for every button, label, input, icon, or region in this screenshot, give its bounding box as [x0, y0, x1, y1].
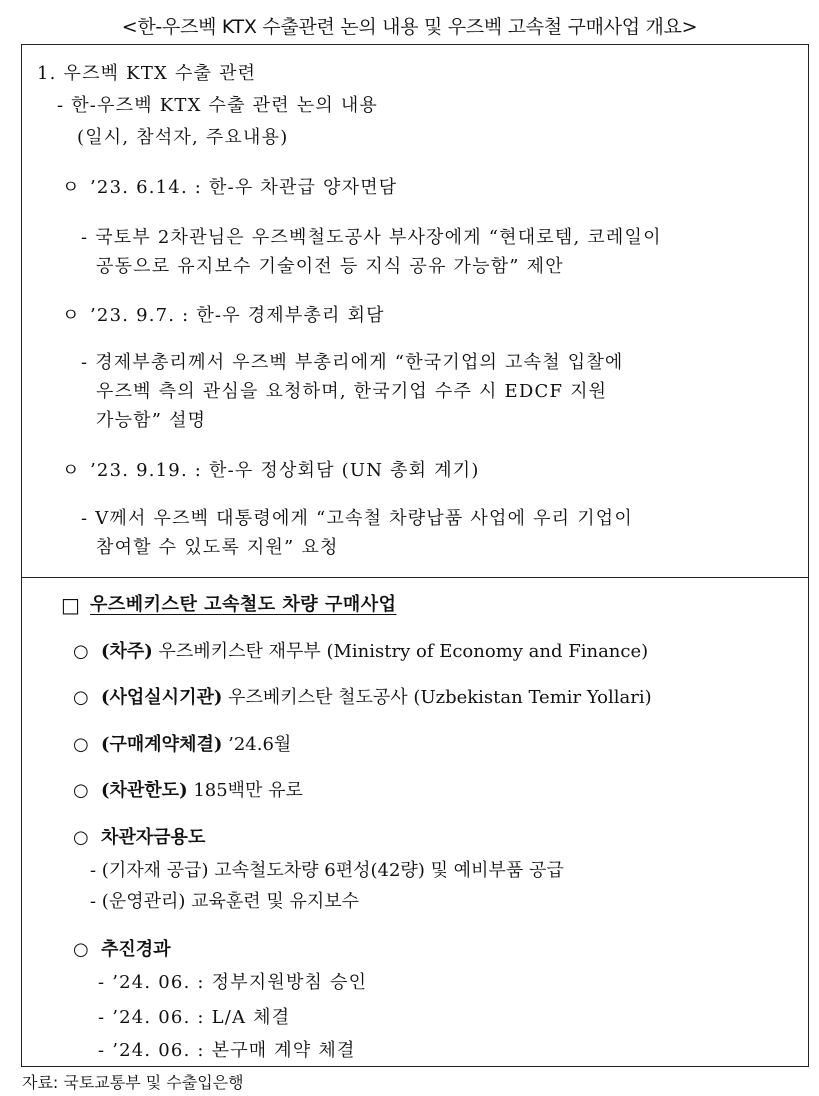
bullet-icon: ○ — [73, 687, 89, 708]
borrower-value: 우즈베키스탄 재무부 (Ministry of Economy and Finance) — [152, 641, 649, 662]
agency-label: (사업실시기관) — [101, 687, 223, 708]
meeting-3-title: ’23. 9.19. : 한-우 정상회담 (UN 총회 계기) — [90, 460, 480, 481]
meeting-3-line-2: 참여할 수 있도록 지원” 요청 — [96, 537, 339, 558]
agency-row — [101, 687, 652, 709]
meeting-2-line-1: - 경제부총리께서 우즈벡 부총리에게 “한국기업의 고속철 입찰에 — [81, 352, 624, 373]
meeting-1-title: ’23. 6.14. : 한-우 차관급 양자면담 — [90, 177, 398, 198]
bullet-icon: ○ — [73, 780, 89, 801]
loan-limit-row — [101, 780, 303, 802]
meeting-1-line-2: 공동으로 유지보수 기술이전 등 지식 공유 가능함” 제안 — [96, 256, 564, 277]
contract-value: ’24.6월 — [222, 734, 292, 755]
meeting-2-title: ’23. 9.7. : 한-우 경제부총리 회담 — [90, 305, 385, 326]
progress-label: 추진경과 — [101, 939, 171, 960]
progress-line-1: - ’24. 06. : 정부지원방침 승인 — [98, 972, 368, 993]
section1-subheading: - 한-우즈벡 KTX 수출 관련 논의 내용 — [57, 95, 379, 116]
bullet-icon: ○ — [73, 641, 89, 662]
section-divider — [21, 577, 809, 578]
contract-row — [101, 734, 291, 756]
section2-heading: 우즈베키스탄 고속철도 차량 구매사업 — [90, 594, 397, 615]
progress-line-2: - ’24. 06. : L/A 체결 — [98, 1007, 291, 1028]
borrower-row — [101, 641, 648, 663]
loan-use-line-2: - (운영관리) 교육훈련 및 유지보수 — [90, 891, 360, 912]
bullet-icon: ○ — [73, 734, 89, 755]
contract-label: (구매계약체결) — [101, 734, 223, 755]
page-title: <한-우즈벡 KTX 수출관련 논의 내용 및 우즈벡 고속철 구매사업 개요> — [121, 16, 698, 38]
source-note: 자료: 국토교통부 및 수출입은행 — [22, 1073, 244, 1092]
borrower-label: (차주) — [101, 641, 153, 662]
progress-line-3: - ’24. 06. : 본구매 계약 체결 — [98, 1040, 356, 1061]
loan-use-line-1: - (기자재 공급) 고속철도차량 6편성(42량) 및 예비부품 공급 — [90, 860, 564, 881]
meeting-3-line-1: - V께서 우즈벡 대통령에게 “고속철 차량납품 사업에 우리 기업이 — [81, 508, 633, 529]
section1-subheading-note: (일시, 참석자, 주요내용) — [77, 127, 289, 148]
bullet-icon: ㅇ — [62, 177, 80, 198]
loan-use-label: 차관자금용도 — [101, 827, 206, 848]
bullet-icon: ○ — [73, 939, 89, 960]
bullet-icon: ㅇ — [62, 460, 80, 481]
agency-value: 우즈베키스탄 철도공사 (Uzbekistan Temir Yollari) — [222, 687, 652, 708]
loan-limit-label: (차관한도) — [101, 780, 188, 801]
section1-heading: 1. 우즈벡 KTX 수출 관련 — [37, 63, 257, 84]
meeting-2-line-3: 가능함” 설명 — [96, 410, 207, 431]
loan-limit-value: 185백만 유로 — [187, 780, 303, 801]
bullet-icon: ㅇ — [62, 305, 80, 326]
meeting-1-line-1: - 국토부 2차관님은 우즈벡철도공사 부사장에게 “현대로템, 코레일이 — [81, 227, 662, 248]
checkbox-icon: □ — [61, 593, 80, 617]
bullet-icon: ○ — [73, 827, 89, 848]
meeting-2-line-2: 우즈벡 측의 관심을 요청하며, 한국기업 수주 시 EDCF 지원 — [96, 381, 608, 402]
